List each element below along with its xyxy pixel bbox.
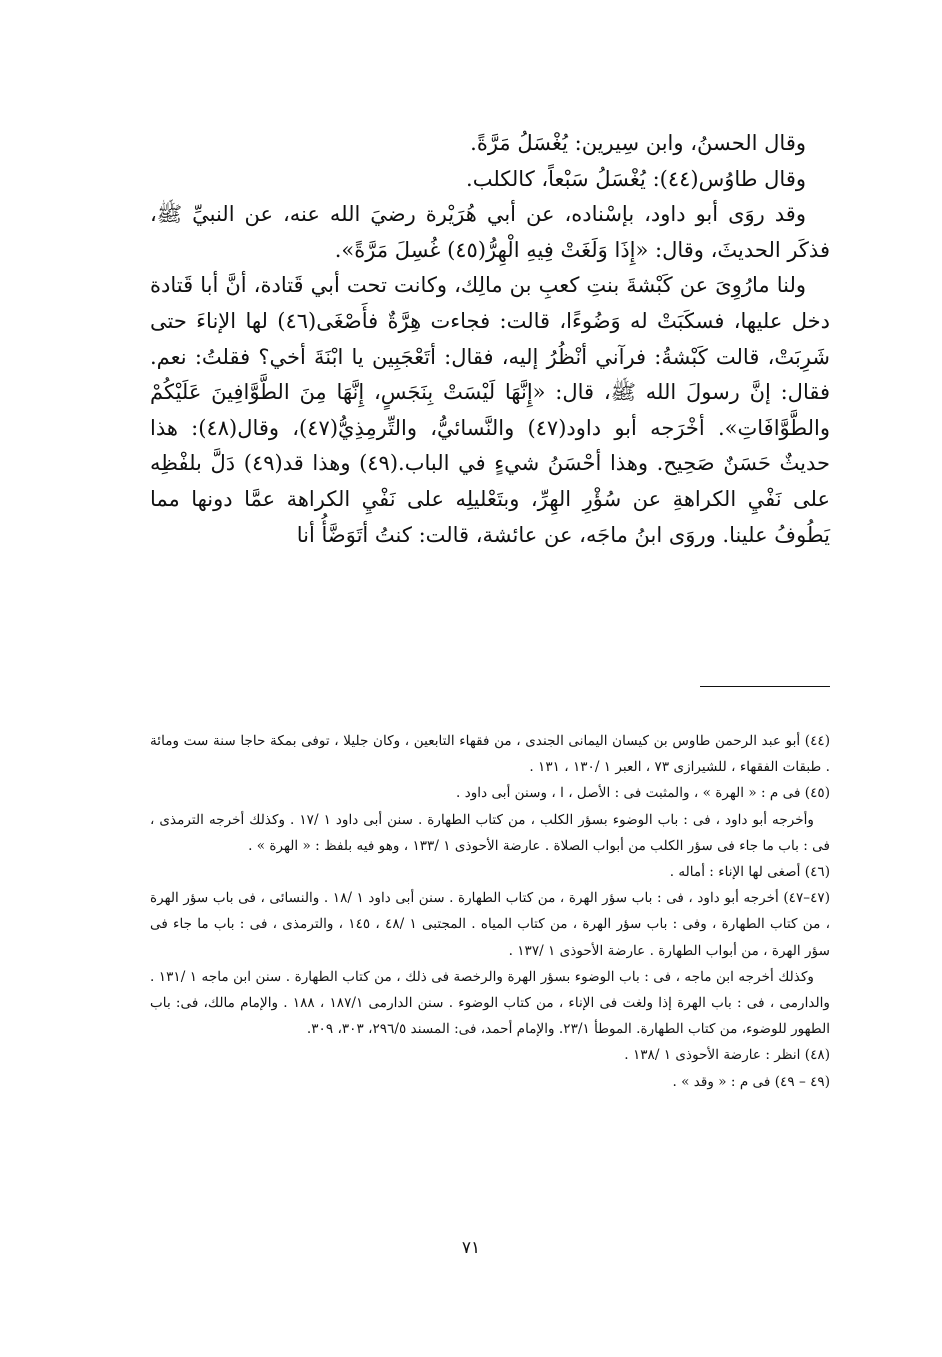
footnote: (٤٥) فى م : « الهرة » ، والمثبت فى : الأصل ، ا ، وسنن أبى داود . bbox=[456, 785, 830, 802]
footnote: (٤٧–٤٧) أخرجه أبو داود ، فى : باب سؤر الهرة ، من كتاب الطهارة . سنن أبى داود ١ /١٨ . والنسائى ، فى باب سؤر الهرة ، من كتاب الطهارة ، وفى : باب سؤر الهرة ، من كتاب المياه . المجتبى ١ /٤٨ ، ١٤٥ ، والترمذى ، فى : باب ما جاء فى سؤر الهرة ، من أبواب الطهارة . عارضة الأحوذى ١ /١٣٧ . bbox=[150, 890, 830, 959]
footnote: (٤٩ – ٤٩) فى م : « وقد » . bbox=[672, 1073, 830, 1090]
footnote: وكذلك أخرجه ابن ماجه ، فى : باب الوضوء بسؤر الهرة والرخصة فى ذلك ، من كتاب الطهارة . سنن ابن ماجه ١ /١٣١ . والدارمى ، فى : باب الهرة إذا ولغت فى الإناء ، من كتاب الوضوء . سنن الدارمى ١٨٧/١ ، ١٨٨ . والإمام مالك، فى: باب الطهور للوضوء، من كتاب الطهارة. الموطأ ٢٣/١. والإمام أحمد، فى: المسند ٢٩٦/٥، ٣٠٣، ٣٠٩. bbox=[150, 968, 830, 1038]
body-paragraph: وقد روَى أبو داود، بإسْناده، عن أبي هُرَيْرة رضيَ الله عنه، عن النبيِّ ﷺ، فذكَر الحديثَ، وقال: «إِذَا وَلَغَتْ فِيهِ الْهِرُّ(٤٥) غُسِلَ مَرَّةً». bbox=[150, 202, 830, 262]
footnote: (٤٤) أبو عبد الرحمن طاوس بن كيسان اليمانى الجندى ، من فقهاء التابعين ، وكان جليلا ، توفى بمكة حاجا سنة ست ومائة . طبقات الفقهاء ، للشيرازى ٧٣ ، العبر ١ /١٣٠ ، ١٣١ . bbox=[150, 733, 830, 776]
footnote-separator bbox=[700, 686, 830, 687]
footnote: (٤٨) انظر : عارضة الأحوذى ١ /١٣٨ . bbox=[624, 1047, 830, 1064]
body-paragraph: وقال الحسنُ، وابن سِيرين: يُغْسَلُ مَرَّةً. bbox=[470, 131, 806, 155]
footnote: وأخرجه أبو داود ، فى : باب الوضوء بسؤر الكلب ، من كتاب الطهارة . سنن أبى داود ١ /١٧ . وكذلك أخرجه الترمذى ، فى : باب ما جاء فى سؤر الكلب من أبواب الصلاة . عارضة الأحوذى ١ /١٣٣ ، وهو فيه بلفظ : « الهرة » . bbox=[150, 811, 830, 854]
footnote: (٤٦) أصغى لها الإناء : أماله . bbox=[669, 864, 830, 881]
page-number: ٧١ bbox=[461, 1238, 481, 1258]
body-paragraph: ولنا مارُوِىَ عن كَبْشةَ بنتِ كعبِ بن مالِك، وكانت تحت أبي قَتادة، أنَّ أبا قَتادة دخل عليها، فسكَبَتْ له وَضُوءًا، قالت: فجاءت هِرَّةٌ فأَصْغَى(٤٦) لها الإناءَ حتى شَرِبَتْ، قالت كَبْشةُ: فرآني أنْظُرُ إليه، فقال: أتَعْجَبِين يا ابْنَةَ أخي؟ فقلتُ: نعم. فقال: إنَّ رسولَ الله ﷺ، قال: «إِنَّهَا لَيْسَتْ بِنَجَسٍ، إِنَّهَا مِنَ الطَّوَّافِينَ عَلَيْكُمْ والطَّوَّافَاتِ». أخْرَجه أبو داود(٤٧) والنَّسائيُّ، والتِّرمِذِيُّ(٤٧)، وقال(٤٨): هذا حديثٌ حَسَنٌ صَحِيح. وهذا أحْسَنُ شيءٍ في الباب.(٤٩) وهذا قد(٤٩) دَلَّ بلفْظِه على نَفْيِ الكراهةِ عن سُؤْرِ الهِرِّ، وبتَعْليلِه على نَفْيِ الكراهة عمَّا دونها مما يَطُوفُ علينا. وروَى ابنُ ماجَه، عن عائشة، قالت: كنتُ أتَوَضَّأُ أنا bbox=[150, 273, 831, 547]
body-paragraph: وقال طاوُس(٤٤): يُغْسَلُ سَبْعاً، كالكلب. bbox=[466, 166, 806, 191]
footnotes bbox=[150, 728, 830, 1095]
main-text bbox=[150, 126, 830, 553]
